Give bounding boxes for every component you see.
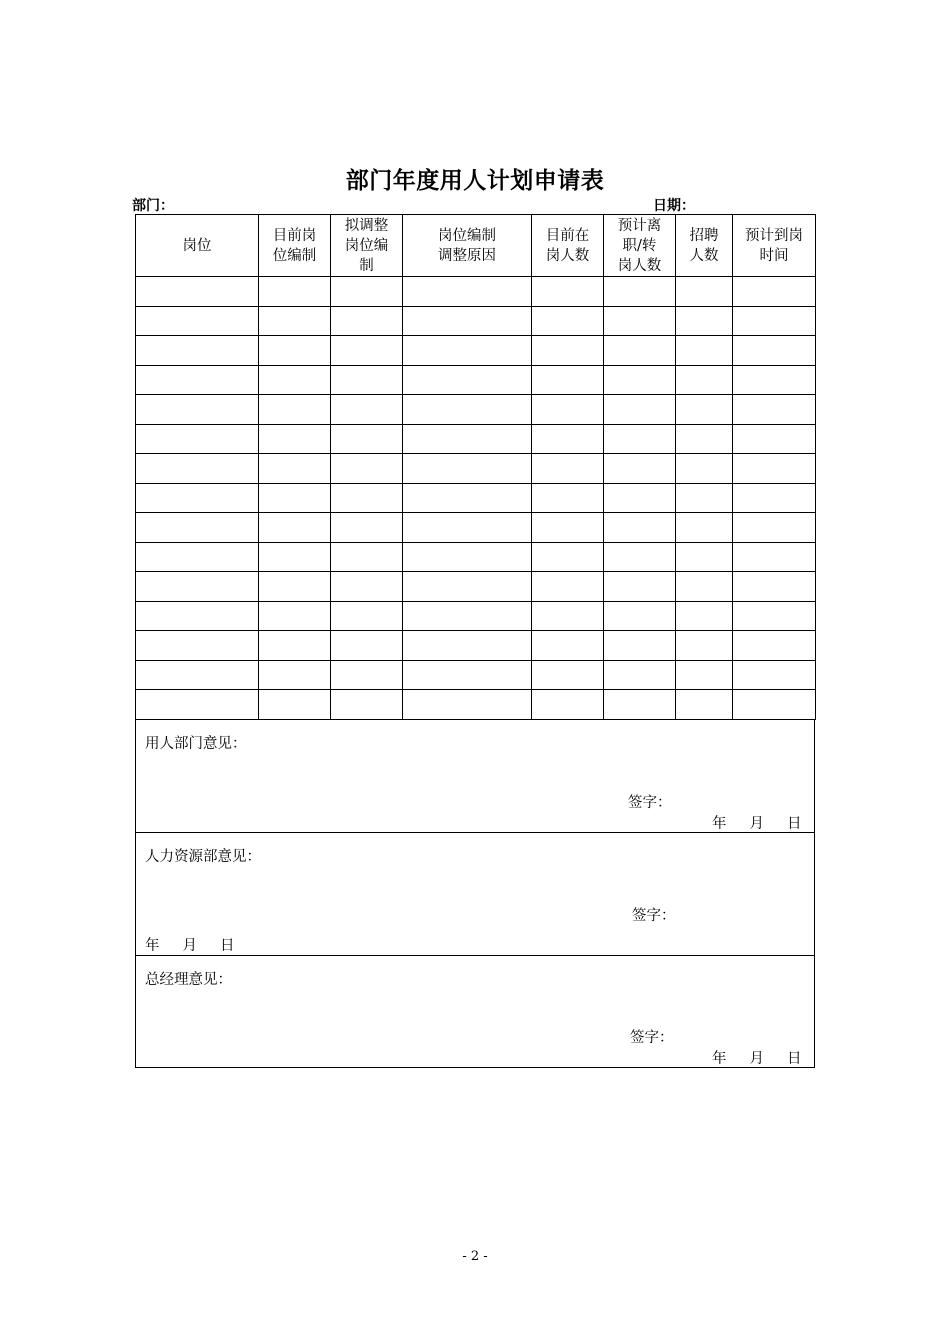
table-cell[interactable] [136,631,259,661]
table-row [136,336,816,366]
hr-opinion-label: 人力资源部意见： [145,849,261,865]
table-cell[interactable] [403,631,532,661]
table-cell[interactable] [733,277,816,307]
table-cell[interactable] [259,601,331,631]
date-label: 日期： [653,198,695,214]
table-cell[interactable] [733,483,816,513]
hr-date-line [145,934,235,955]
col-header-current-headcount [259,215,331,277]
table-cell[interactable] [331,601,403,631]
table-cell[interactable] [136,542,259,572]
table-row [136,306,816,336]
table-cell[interactable] [604,631,676,661]
col-header-text: 招聘 人数 [689,227,719,264]
table-cell[interactable] [403,336,532,366]
table-row [136,454,816,484]
table-cell[interactable] [259,277,331,307]
table-cell[interactable] [259,365,331,395]
table-cell[interactable] [331,277,403,307]
dept-opinion-label: 用人部门意见： [145,736,247,752]
gm-date-line [712,1047,802,1068]
table-cell[interactable] [532,572,604,602]
table-row [136,365,816,395]
gm-opinion-box[interactable] [136,956,814,1067]
table-cell[interactable] [676,542,733,572]
day-label: 日 [220,938,235,954]
table-cell[interactable] [532,454,604,484]
table-body [136,277,816,720]
table-cell[interactable] [331,690,403,720]
table-cell[interactable] [604,690,676,720]
table-row [136,660,816,690]
table-cell[interactable] [532,631,604,661]
hr-signature-label: 签字： [632,908,676,924]
table-cell[interactable] [676,336,733,366]
dept-date-line [712,812,802,833]
year-label: 年 [712,816,727,832]
table-cell[interactable] [604,395,676,425]
col-header-text: 目前岗 位编制 [272,227,317,264]
table-row [136,542,816,572]
table-cell[interactable] [604,454,676,484]
table-cell[interactable] [136,395,259,425]
table-cell[interactable] [331,483,403,513]
table-cell[interactable] [733,365,816,395]
table-cell[interactable] [331,454,403,484]
col-header-text: 岗位编制 调整原因 [438,227,496,264]
table-cell[interactable] [403,454,532,484]
table-cell[interactable] [136,306,259,336]
table-cell[interactable] [331,365,403,395]
year-label: 年 [712,1051,727,1067]
table-row [136,631,816,661]
table-cell[interactable] [676,395,733,425]
table-cell[interactable] [532,513,604,543]
table-cell[interactable] [259,395,331,425]
hr-opinion-box[interactable] [136,833,814,956]
table-cell[interactable] [532,542,604,572]
table-cell[interactable] [532,690,604,720]
table-cell[interactable] [604,424,676,454]
table-cell[interactable] [259,483,331,513]
col-header-text: 预计离 职/转 岗人数 [617,217,662,274]
table-header-row [136,215,816,277]
table-cell[interactable] [259,306,331,336]
table-cell[interactable] [136,572,259,602]
col-header-text: 预计到岗 时间 [745,227,803,264]
table-cell[interactable] [331,424,403,454]
table-cell[interactable] [733,631,816,661]
table-cell[interactable] [604,365,676,395]
table-row [136,483,816,513]
year-label: 年 [145,938,160,954]
table-row [136,277,816,307]
col-header-current-staff [532,215,604,277]
table-cell[interactable] [259,336,331,366]
table-cell[interactable] [676,483,733,513]
department-label: 部门： [132,198,174,214]
table-cell[interactable] [733,542,816,572]
table-cell[interactable] [259,631,331,661]
table-cell[interactable] [733,690,816,720]
table-cell[interactable] [403,601,532,631]
table-cell[interactable] [331,336,403,366]
col-header-adjust-reason [403,215,532,277]
table-cell[interactable] [676,660,733,690]
table-cell[interactable] [604,306,676,336]
table-cell[interactable] [136,690,259,720]
table-cell[interactable] [604,483,676,513]
table-cell[interactable] [733,424,816,454]
month-label: 月 [749,1051,764,1067]
gm-opinion-label: 总经理意见： [145,972,232,988]
col-header-text: 岗位 [182,237,212,254]
table-cell[interactable] [259,454,331,484]
table-cell[interactable] [403,395,532,425]
table-cell[interactable] [604,601,676,631]
table-cell[interactable] [259,572,331,602]
month-label: 月 [182,938,197,954]
table-cell[interactable] [532,336,604,366]
plan-table [135,214,816,720]
col-header-arrival-time [733,215,816,277]
col-header-position [136,215,259,277]
gm-signature-label: 签字： [630,1030,674,1046]
dept-signature-label: 签字： [628,795,672,811]
table-cell[interactable] [532,365,604,395]
table-cell[interactable] [676,365,733,395]
page-number: - 2 - [462,1249,488,1264]
table-cell[interactable] [403,483,532,513]
col-header-recruit-count [676,215,733,277]
table-cell[interactable] [733,513,816,543]
table-cell[interactable] [604,572,676,602]
table-cell[interactable] [676,454,733,484]
table-cell[interactable] [259,690,331,720]
table-cell[interactable] [604,542,676,572]
table-cell[interactable] [259,513,331,543]
table-cell[interactable] [733,454,816,484]
table-row [136,601,816,631]
day-label: 日 [787,1051,802,1067]
table-cell[interactable] [136,424,259,454]
table-row [136,513,816,543]
table-cell[interactable] [532,601,604,631]
table-cell[interactable] [403,365,532,395]
table-cell[interactable] [259,542,331,572]
table-cell[interactable] [403,542,532,572]
table-cell[interactable] [331,542,403,572]
table-cell[interactable] [604,660,676,690]
table-cell[interactable] [403,513,532,543]
table-cell[interactable] [403,306,532,336]
table-cell[interactable] [136,277,259,307]
table-cell[interactable] [403,572,532,602]
table-cell[interactable] [403,660,532,690]
table-cell[interactable] [733,572,816,602]
table-row [136,395,816,425]
table-cell[interactable] [331,572,403,602]
month-label: 月 [749,816,764,832]
table-cell[interactable] [532,660,604,690]
col-header-text: 拟调整 岗位编 制 [344,217,389,274]
table-cell[interactable] [532,306,604,336]
table-cell[interactable] [136,483,259,513]
table-cell[interactable] [532,424,604,454]
col-header-expected-leave [604,215,676,277]
table-cell[interactable] [136,454,259,484]
table-cell[interactable] [331,395,403,425]
col-header-proposed-headcount [331,215,403,277]
table-cell[interactable] [676,306,733,336]
table-cell[interactable] [136,513,259,543]
table-cell[interactable] [403,690,532,720]
table-cell[interactable] [532,395,604,425]
table-cell[interactable] [733,306,816,336]
table-cell[interactable] [733,601,816,631]
table-cell[interactable] [136,365,259,395]
table-cell[interactable] [259,424,331,454]
table-cell[interactable] [733,660,816,690]
table-cell[interactable] [676,513,733,543]
table-cell[interactable] [733,395,816,425]
table-cell[interactable] [532,483,604,513]
table-cell[interactable] [259,660,331,690]
table-cell[interactable] [331,306,403,336]
table-cell[interactable] [604,513,676,543]
table-cell[interactable] [676,631,733,661]
table-cell[interactable] [331,631,403,661]
table-cell[interactable] [676,424,733,454]
table-cell[interactable] [604,277,676,307]
day-label: 日 [787,816,802,832]
table-cell[interactable] [676,572,733,602]
table-cell[interactable] [403,277,532,307]
opinion-section [135,720,815,1068]
table-cell[interactable] [136,336,259,366]
table-cell[interactable] [676,690,733,720]
table-cell[interactable] [604,336,676,366]
table-row [136,690,816,720]
table-row [136,424,816,454]
table-cell[interactable] [403,424,532,454]
table-cell[interactable] [532,277,604,307]
dept-opinion-box[interactable] [136,720,814,833]
table-row [136,572,816,602]
col-header-text: 目前在 岗人数 [545,227,590,264]
table-cell[interactable] [136,601,259,631]
table-cell[interactable] [676,601,733,631]
page-title: 部门年度用人计划申请表 [345,168,605,194]
table-cell[interactable] [676,277,733,307]
table-cell[interactable] [733,336,816,366]
table-cell[interactable] [331,660,403,690]
table-cell[interactable] [331,513,403,543]
table-cell[interactable] [136,660,259,690]
